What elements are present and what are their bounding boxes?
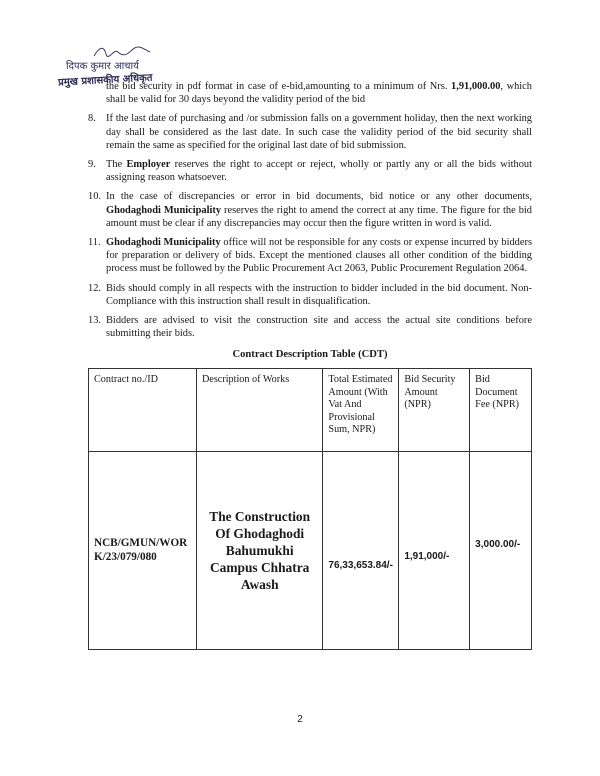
page-number: 2 [297,714,303,725]
cell-description: The Construction Of Ghodaghodi Bahumukhi Campus Chhatra Awash [196,452,322,650]
stamp-name: दिपक कुमार आचार्य [66,61,139,72]
list-item: 9. The Employer reserves the right to accept or reject, wholly or partly any or all the bids without assigning reason whatsoever. [88,159,532,184]
cell-doc-fee: 3,000.00/- [470,452,532,650]
table-header-row [89,369,532,452]
header-contract-id: Contract no./ID [89,369,197,452]
contract-description-table [88,368,532,650]
list-item: 8. If the last date of purchasing and /or submission falls on a government holiday, then the next working day shall be considered as the last date. In such case the validity period of the bid security shall remain the same as specified for the original last date of bid submission. [88,113,532,151]
bid-security-amount: 1,91,000.00 [451,81,501,92]
header-total-amount: Total Estimated Amount (With Vat And Provisional Sum, NPR) [323,369,399,452]
list-item: 11. Ghodaghodi Municipality office will not be responsible for any costs or expense incurred by bidders for preparation or delivery of bids. Except the mentioned clauses all other condition of the bidding process must be followed by the Public Procurement Act 2063, Public Procurement Regulation 2064. [88,237,532,275]
bid-security-continuation: the bid security in pdf format in case of e-bid,amounting to a minimum of Nrs. 1,91,000.00, which shall be valid for 30 days beyond the validity period of the bid [106,81,532,106]
list-item: 10. In the case of discrepancies or error in bid documents, bid notice or any other documents, Ghodaghodi Municipality reserves the right to amend the correct at any time. The figure for the bid amount must be clear if any discrepancies may occur then the figure written in word is valid. [88,191,532,229]
table-row [89,452,532,650]
header-description: Description of Works [196,369,322,452]
header-bid-security: Bid Security Amount (NPR) [399,369,470,452]
cell-total-amount: 76,33,653.84/- [323,452,399,650]
document-body [88,80,532,368]
stamp-title: प्रमुख प्रशासकीय अधिकृत [57,72,153,89]
list-item: 12. Bids should comply in all respects with the instruction to bidder included in the bid document. Non-Compliance with this instruction shall result in disqualification. [88,282,532,307]
table-title: Contract Description Table (CDT) [232,349,388,361]
cell-contract-id: NCB/GMUN/WORK/23/079/080 [89,452,197,650]
list-item: 13. Bidders are advised to visit the construction site and access the actual site conditions before submitting their bids. [88,315,532,340]
cell-bid-security: 1,91,000/- [399,452,470,650]
header-doc-fee: Bid Document Fee (NPR) [470,369,532,452]
